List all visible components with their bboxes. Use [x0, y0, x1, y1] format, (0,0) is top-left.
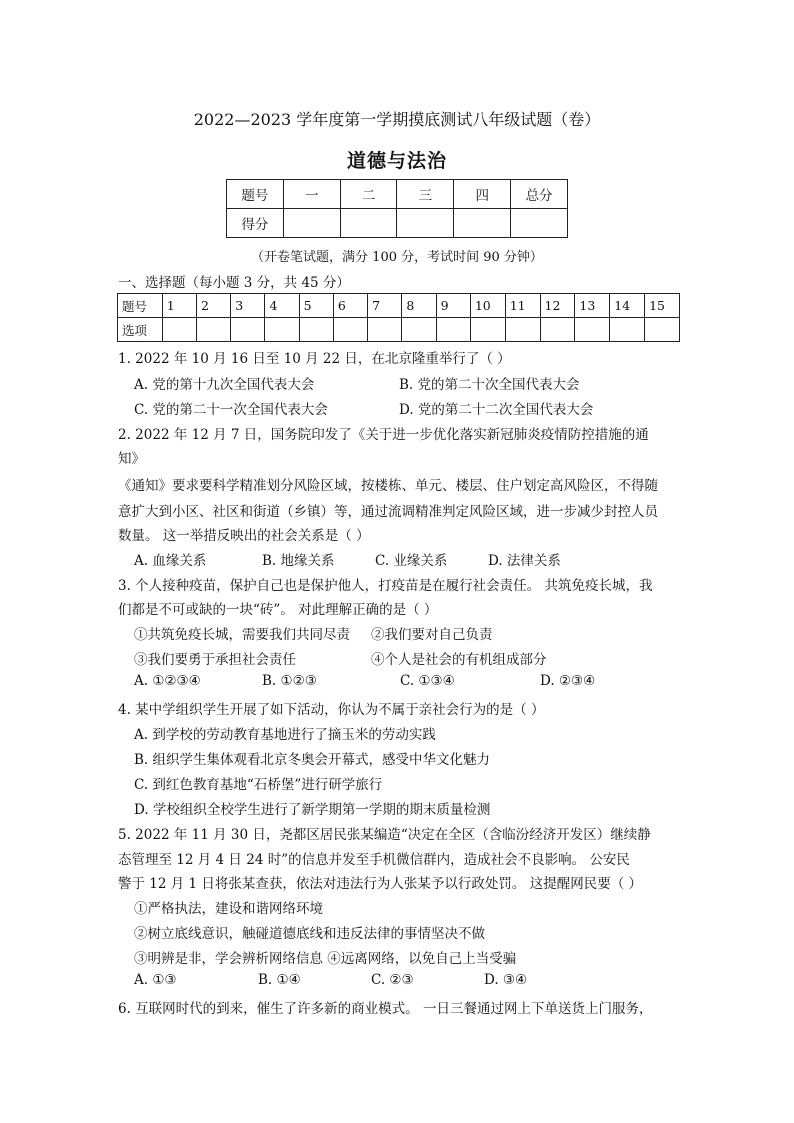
q2-stem-line: 数量。 这一举措反映出的社会关系是（ ）: [118, 528, 370, 544]
q3-statement-2: ②我们要对自己负责: [371, 627, 493, 643]
q4-option-b: B. 组织学生集体观看北京冬奥会开幕式，感受中华文化魅力: [134, 752, 491, 768]
q3-option-c: C. ①③④: [400, 673, 455, 689]
score-header-cell: 二: [340, 180, 397, 209]
answer-cell[interactable]: [265, 318, 299, 342]
answer-row-label: 选项: [118, 318, 163, 342]
score-table-header-row: [227, 180, 568, 209]
score-table: [226, 179, 568, 238]
q5-stem-line: 态管理至 12 月 4 日 24 时”的信息并发至手机微信群内，造成社会不良影响。 公安民: [118, 852, 630, 868]
answer-table: [117, 293, 680, 342]
q2-option-d: D. 法律关系: [488, 553, 561, 569]
q4-stem: 4. 某中学组织学生开展了如下活动，你认为不属于亲社会行为的是（ ）: [118, 702, 545, 718]
answer-number-cell: 1: [162, 294, 196, 318]
score-table-score-row: [227, 209, 568, 238]
q3-statement-3: ③我们要勇于承担社会责任: [134, 652, 296, 668]
answer-table-number-row: [118, 294, 680, 318]
answer-header-cell: 题号: [118, 294, 163, 318]
score-header-cell: 总分: [511, 180, 568, 209]
answer-cell[interactable]: [436, 318, 470, 342]
answer-cell[interactable]: [575, 318, 610, 342]
q6-stem-line: 6. 互联网时代的到来，催生了许多新的商业模式。 一日三餐通过网上下单送货上门服务，: [118, 1001, 653, 1017]
answer-number-cell: 5: [299, 294, 333, 318]
answer-cell[interactable]: [505, 318, 540, 342]
subject-title: 道德与法治: [346, 150, 447, 172]
score-header-cell: 一: [283, 180, 340, 209]
answer-number-cell: 12: [540, 294, 575, 318]
q3-option-a: A. ①②③④: [134, 673, 201, 689]
answer-number-cell: 15: [645, 294, 680, 318]
q4-option-d: D. 学校组织全校学生进行了新学期第一学期的期末质量检测: [134, 802, 491, 818]
q1-option-a: A. 党的第十九次全国代表大会: [134, 377, 315, 393]
q5-option-a: A. ①③: [134, 972, 177, 988]
q5-stem-line: 5. 2022 年 11 月 30 日，尧都区居民张某编造“决定在全区（含临汾经济开发区）继续静: [118, 827, 651, 843]
answer-number-cell: 11: [505, 294, 540, 318]
q3-option-b: B. ①②③: [262, 673, 317, 689]
q3-stem-line: 3. 个人接种疫苗，保护自己也是保护他人，打疫苗是在履行社会责任。 共筑免疫长城，我: [118, 578, 653, 594]
answer-number-cell: 14: [610, 294, 645, 318]
answer-cell[interactable]: [402, 318, 436, 342]
answer-number-cell: 6: [333, 294, 367, 318]
q4-option-a: A. 到学校的劳动教育基地进行了摘玉米的劳动实践: [134, 727, 436, 743]
q4-option-c: C. 到红色教育基地“石桥堡”进行研学旅行: [134, 777, 383, 793]
answer-number-cell: 8: [402, 294, 436, 318]
answer-cell[interactable]: [645, 318, 680, 342]
answer-number-cell: 10: [470, 294, 505, 318]
answer-cell[interactable]: [231, 318, 265, 342]
answer-number-cell: 13: [575, 294, 610, 318]
q5-option-b: B. ①④: [258, 972, 301, 988]
q5-statement-1: ①严格执法，建设和谐网络环境: [134, 901, 323, 917]
q3-option-d: D. ②③④: [540, 673, 596, 689]
score-header-cell: 四: [454, 180, 511, 209]
answer-cell[interactable]: [333, 318, 367, 342]
answer-cell[interactable]: [299, 318, 333, 342]
score-cell-1[interactable]: [283, 209, 340, 238]
q5-stem-line: 警于 12 月 1 日将张某查获，依法对违法行为人张某予以行政处罚。 这提醒网民要（ ）: [118, 876, 643, 892]
score-header-cell: 三: [397, 180, 454, 209]
exam-title: 2022—2023 学年度第一学期摸底测试八年级试题（卷）: [193, 110, 601, 129]
score-row-label: 得分: [227, 209, 284, 238]
answer-number-cell: 3: [231, 294, 265, 318]
answer-number-cell: 9: [436, 294, 470, 318]
q1-stem: 1. 2022 年 10 月 16 日至 10 月 22 日，在北京隆重举行了（ ）: [118, 351, 511, 367]
answer-cell[interactable]: [368, 318, 402, 342]
q3-stem-line: 们都是不可或缺的一块“砖”。 对此理解正确的是（ ）: [118, 602, 438, 618]
answer-cell[interactable]: [162, 318, 196, 342]
answer-cell[interactable]: [196, 318, 230, 342]
score-header-cell: 题号: [227, 180, 284, 209]
q2-stem-line: 意扩大到小区、社区和街道（乡镇）等，通过流调精准判定风险区域，进一步减少封控人员: [118, 504, 658, 520]
q5-option-d: D. ③④: [484, 972, 528, 988]
answer-number-cell: 4: [265, 294, 299, 318]
q2-stem-line: 《通知》要求要科学精准划分风险区域，按楼栋、单元、楼层、住户划定高风险区，不得随: [118, 478, 658, 494]
answer-cell[interactable]: [540, 318, 575, 342]
q3-statement-4: ④个人是社会的有机组成部分: [371, 652, 547, 668]
q2-stem-line: 知》: [118, 451, 145, 467]
score-cell-3[interactable]: [397, 209, 454, 238]
exam-note: （开卷笔试题，满分 100 分，考试时间 90 分钟）: [251, 250, 543, 265]
q1-option-d: D. 党的第二十二次全国代表大会: [399, 402, 594, 418]
q3-statement-1: ①共筑免疫长城，需要我们共同尽责: [134, 627, 350, 643]
q2-option-c: C. 业缘关系: [375, 553, 448, 569]
q5-statement-2: ②树立底线意识，触碰道德底线和违反法律的事情坚决不做: [134, 926, 485, 942]
score-cell-2[interactable]: [340, 209, 397, 238]
q1-option-c: C. 党的第二十一次全国代表大会: [134, 402, 328, 418]
answer-table-choice-row: [118, 318, 680, 342]
q2-option-a: A. 血缘关系: [134, 553, 207, 569]
q1-option-b: B. 党的第二十次全国代表大会: [399, 377, 580, 393]
score-cell-total[interactable]: [511, 209, 568, 238]
q2-stem-line: 2. 2022 年 12 月 7 日，国务院印发了《关于进一步优化落实新冠肺炎疫情防控措施的通: [118, 427, 649, 443]
score-cell-4[interactable]: [454, 209, 511, 238]
q5-statement-3-4: ③明辨是非，学会辨析网络信息 ④远离网络，以免自己上当受骗: [134, 951, 517, 967]
section1-heading: 一、选择题（每小题 3 分，共 45 分）: [118, 275, 350, 291]
answer-number-cell: 7: [368, 294, 402, 318]
q2-option-b: B. 地缘关系: [262, 553, 335, 569]
answer-cell[interactable]: [470, 318, 505, 342]
answer-cell[interactable]: [610, 318, 645, 342]
q5-option-c: C. ②③: [371, 972, 414, 988]
answer-number-cell: 2: [196, 294, 230, 318]
